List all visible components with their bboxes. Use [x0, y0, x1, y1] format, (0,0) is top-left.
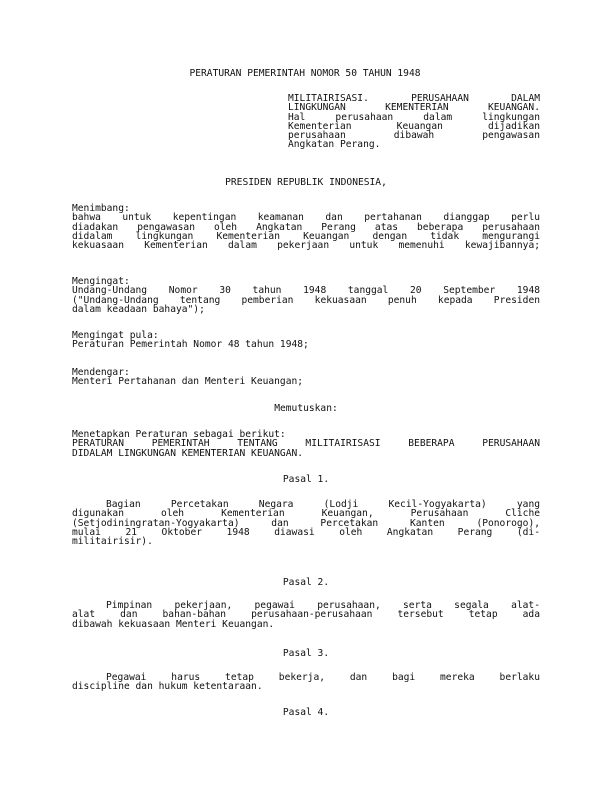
summary-line: MILITAIRISASI. PERUSAHAAN DALAM	[288, 93, 540, 104]
section-line: kekuasaan Kementerian dalam pekerjaan untuk memenuhi kewajibannya;	[72, 240, 540, 252]
memutuskan-heading: Memutuskan:	[274, 403, 338, 414]
article-2-body	[72, 601, 540, 629]
article-line: dibawah kekuasaan Menteri Keuangan.	[72, 618, 275, 630]
summary-line: Hal perusahaan dalam lingkungan	[288, 111, 540, 123]
section-mendengar	[72, 368, 540, 387]
section-line: bahwa untuk kepentingan keamanan dan pertahanan dianggap perlu	[72, 212, 540, 224]
article-line: Pegawai harus tetap bekerja, dan bagi mereka berlaku	[106, 672, 540, 683]
section-label: Menetapkan Peraturan sebagai berikut:	[72, 429, 286, 440]
section-label: Mengingat pula:	[72, 330, 159, 341]
document-summary	[288, 94, 540, 150]
summary-line: Angkatan Perang.	[288, 139, 381, 151]
summary-line: LINGKUNGAN KEMENTERIAN KEUANGAN.	[288, 102, 540, 114]
article-line: alat dan bahan-bahan perusahaan-perusahaan tersebut tetap ada	[72, 609, 540, 621]
issuer-heading: PRESIDEN REPUBLIK INDONESIA,	[225, 177, 387, 188]
article-line: Bagian Percetakan Negara (Lodji Kecil-Yogyakarta) yang	[106, 499, 540, 510]
article-heading: Pasal 2.	[282, 577, 330, 588]
section-mengingat-pula	[72, 331, 540, 350]
section-line: Menteri Pertahanan dan Menteri Keuangan;	[72, 376, 304, 388]
section-label: Mendengar:	[72, 367, 130, 378]
article-line: digunakan oleh Kementerian Keuangan, Perusahaan Cliche	[72, 508, 540, 520]
section-line: Undang-Undang Nomor 30 tahun 1948 tanggal 20 September 1948	[72, 285, 540, 297]
article-line: (Setjodiningratan-Yogyakarta) dan Percetakan Kanten (Ponorogo),	[72, 517, 540, 529]
section-menimbang	[72, 204, 540, 250]
article-line: Pimpinan pekerjaan, pegawai perusahaan, serta segala alat-	[106, 600, 540, 611]
section-menetapkan	[72, 430, 540, 458]
section-line: DIDALAM LINGKUNGAN KEMENTERIAN KEUANGAN.	[72, 447, 304, 459]
section-line: PERATURAN PEMERINTAH TENTANG MILITAIRISASI BEBERAPA PERUSAHAAN	[72, 438, 540, 450]
section-label: Mengingat:	[72, 276, 130, 287]
article-1-body	[72, 500, 540, 546]
summary-line: Kementerian Keuangan dijadikan	[288, 120, 540, 132]
section-line: diadakan pengawasan oleh Angkatan Perang atas beberapa perusahaan	[72, 221, 540, 233]
summary-line: perusahaan dibawah pengawasan	[288, 130, 540, 142]
article-3-body	[72, 673, 540, 692]
section-line: Peraturan Pemerintah Nomor 48 tahun 1948;	[72, 339, 309, 351]
article-line: mulai 21 Oktober 1948 diawasi oleh Angkatan Perang (di-	[72, 526, 540, 538]
article-heading: Pasal 3.	[282, 648, 330, 659]
section-label: Menimbang:	[72, 203, 130, 214]
article-line: discipline dan hukum ketentaraan.	[72, 681, 263, 693]
article-heading: Pasal 4.	[282, 707, 330, 718]
section-mengingat	[72, 277, 540, 314]
document-title	[0, 69, 612, 78]
title-text: PERATURAN PEMERINTAH NOMOR 50 TAHUN 1948	[189, 68, 421, 79]
section-line: ("Undang-Undang tentang pemberian kekuasaan penuh kepada Presiden	[72, 294, 540, 306]
section-line: dalam keadaan bahaya");	[72, 303, 205, 315]
article-line: militairisir).	[72, 536, 153, 548]
article-heading: Pasal 1.	[282, 474, 330, 485]
section-line: didalam lingkungan Kementerian Keuangan dengan tidak mengurangi	[72, 230, 540, 242]
